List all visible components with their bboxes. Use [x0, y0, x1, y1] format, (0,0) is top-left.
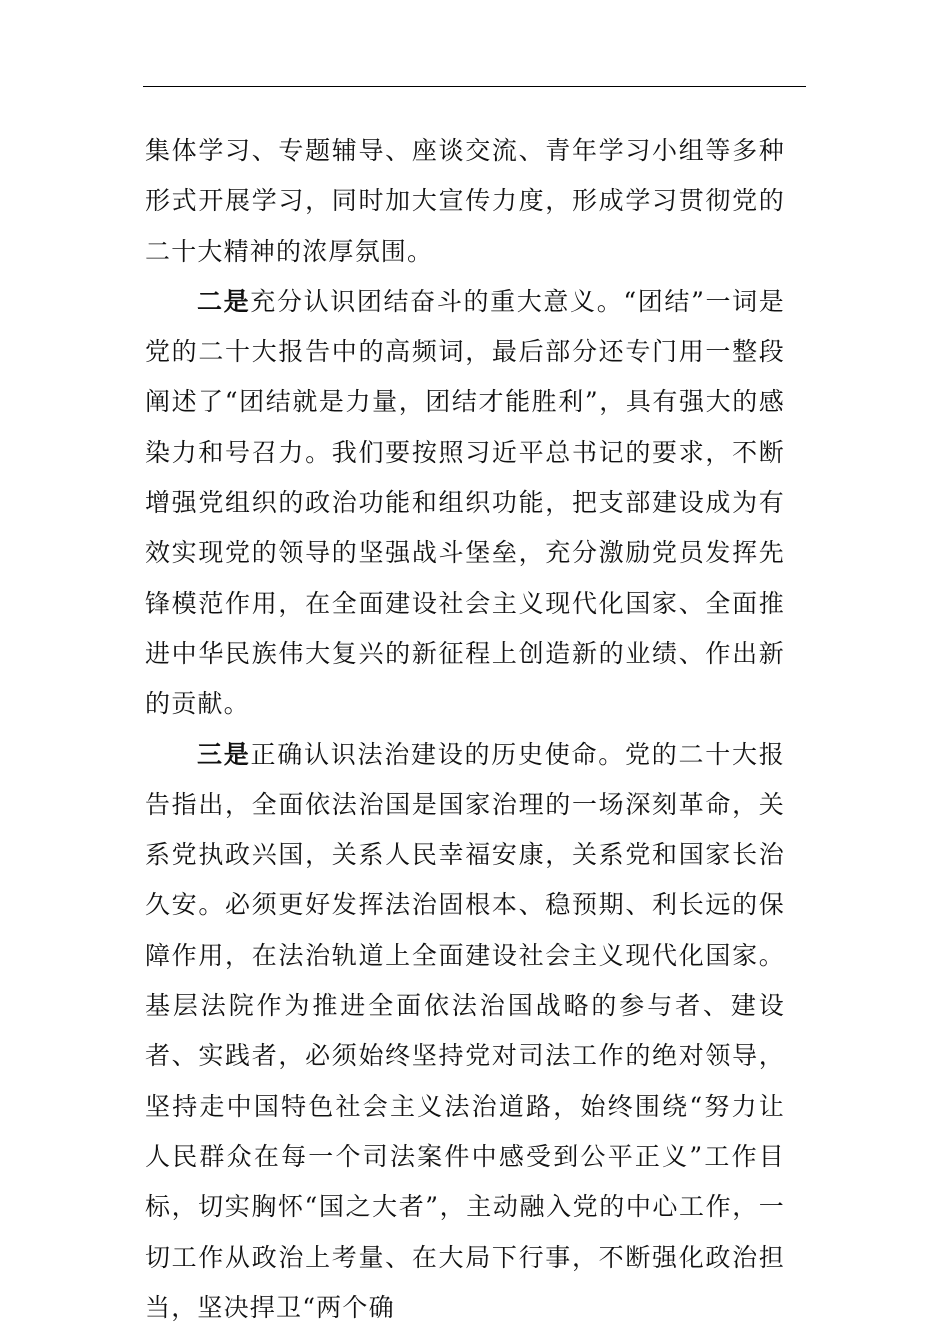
paragraph-2-lead: 二是	[197, 286, 251, 316]
paragraph-3-lead: 三是	[197, 739, 251, 769]
header-rule	[143, 86, 806, 87]
paragraph-2	[145, 277, 785, 730]
paragraph-3-text: 正确认识法治建设的历史使命。党的二十大报告指出，全面依法治国是国家治理的一场深刻革命，关系党执政兴国，关系人民幸福安康，关系党和国家长治久安。必须更好发挥法治固根本、稳预期、利长远的保障作用，在法治轨道上全面建设社会主义现代化国家。基层法院作为推进全面依法治国战略的参与者、建设者、实践者，必须始终坚持党对司法工作的绝对领导，坚持走中国特色社会主义法治道路，始终围绕“努力让人民群众在每一个司法案件中感受到公平正义”工作目标，切实胸怀“国之大者”，主动融入党的中心工作，一切工作从政治上考量、在大局下行事，不断强化政治担当，坚决捍卫“两个确	[145, 739, 785, 1322]
paragraph-1	[145, 126, 785, 277]
paragraph-3	[145, 730, 785, 1334]
document-body	[145, 126, 785, 1333]
paragraph-2-text: 充分认识团结奋斗的重大意义。“团结”一词是党的二十大报告中的高频词，最后部分还专门用一整段阐述了“团结就是力量，团结才能胜利”，具有强大的感染力和号召力。我们要按照习近平总书记的要求，不断增强党组织的政治功能和组织功能，把支部建设成为有效实现党的领导的坚强战斗堡垒，充分激励党员发挥先锋模范作用，在全面建设社会主义现代化国家、全面推进中华民族伟大复兴的新征程上创造新的业绩、作出新的贡献。	[145, 286, 785, 719]
paragraph-1-text: 集体学习、专题辅导、座谈交流、青年学习小组等多种形式开展学习，同时加大宣传力度，形成学习贯彻党的二十大精神的浓厚氛围。	[145, 136, 785, 266]
